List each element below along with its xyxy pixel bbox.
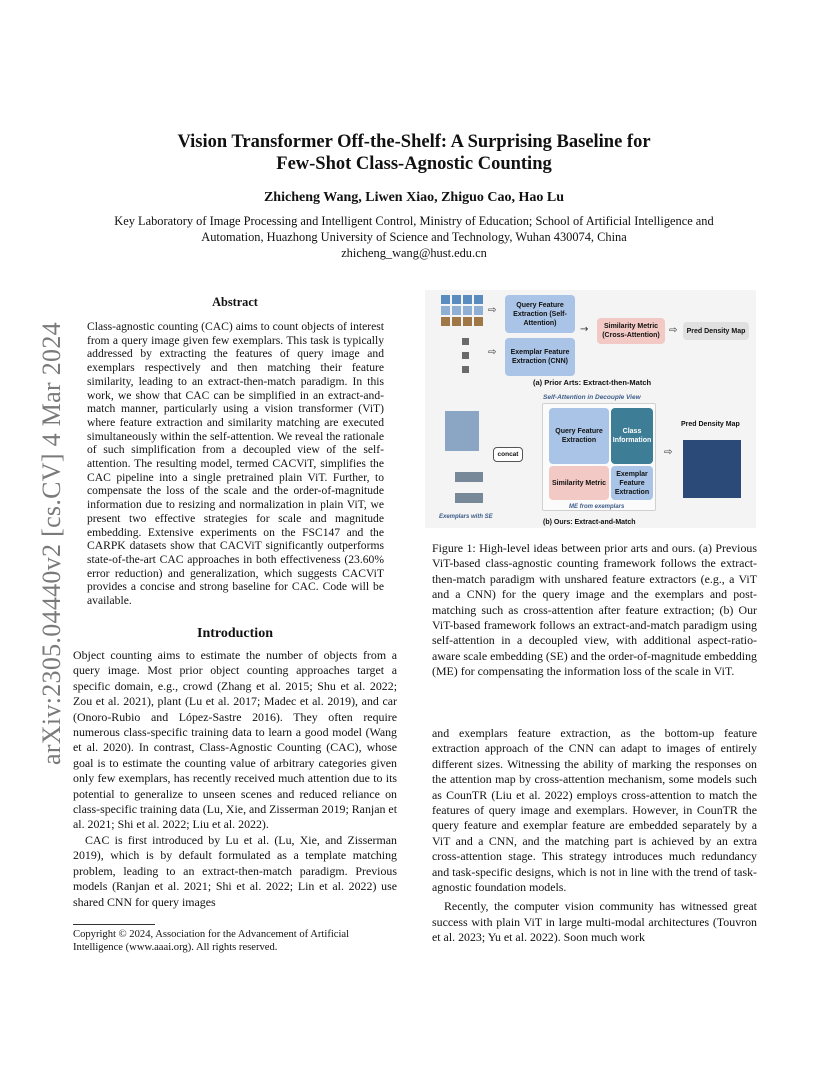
arxiv-sidebar — [20, 290, 66, 770]
title-line-2: Few-Shot Class-Agnostic Counting — [276, 154, 552, 174]
email: zhicheng_wang@hust.edu.cn — [341, 246, 487, 260]
affiliation — [60, 213, 768, 261]
affiliation-line-1: Key Laboratory of Image Processing and Intelligent Control, Ministry of Education; School of Artificial Intelligence and — [114, 214, 714, 228]
intro-body — [73, 648, 397, 910]
similarity-metric-box-b: Similarity Metric — [549, 466, 609, 500]
abstract-heading: Abstract — [212, 295, 258, 309]
title-line-1: Vision Transformer Off-the-Shelf: A Surprising Baseline for — [177, 132, 651, 152]
exemplar-patch — [462, 352, 469, 359]
query-patch-tile — [463, 295, 472, 304]
right-paragraph-2: Recently, the computer vision community has witnessed great success with plain ViT in large multi-modal architectures (Touvron et al. 2023; Yu et al. 2022). Soon much work — [432, 899, 757, 945]
query-patch-tile — [452, 317, 461, 326]
arrow-right-icon: ⇨ — [488, 347, 497, 358]
query-patch-tile — [474, 306, 483, 315]
exemplar-feature-extraction-box: Exemplar Feature Extraction — [611, 466, 653, 500]
figure-1 — [425, 290, 756, 528]
query-feature-extraction-box: Query Feature Extraction — [549, 408, 609, 464]
query-patch-tile — [441, 317, 450, 326]
exemplar-patch — [462, 338, 469, 345]
arxiv-id: arXiv:2305.04440v2 [cs.CV] 4 Mar 2024 — [37, 322, 66, 765]
arrow-right-icon: → — [580, 324, 589, 335]
query-patch-tile — [474, 295, 483, 304]
pred-density-box-a: Pred Density Map — [683, 322, 749, 340]
abstract-text: Class-agnostic counting (CAC) aims to count objects of interest from a query image given few exemplars. This task is typically addressed by extracting the features of query image and exemplars respectively and then matching their feature similarity, leading to an extract-then-match paradigm. In this work, we show that CAC can be simplified in an extract-and-match manner, particularly using a vision transformer (ViT) where feature extraction and similarity matching are executed simultaneously within the self-attention. We reveal the rationale of such simplification from a decoupled view of the self-attention. The resulting model, termed CACViT, simplifies the CAC pipeline into a single pretrained plain ViT. Further, to compensate the loss of the scale and the order-of-magnitude information due to resizing and normalization in plain ViT, we present two effective strategies for scale and magnitude embedding. Extensive experiments on the FSC147 and the CARPK datasets show that CACViT significantly outperforms state-of-the-art CAC approaches in both effectiveness (23.60% error reduction) and generalization, which suggests CACViT provides a concise and strong baseline for CAC. Code will be available. — [87, 320, 384, 608]
exemplar-strip — [455, 472, 483, 482]
caption-b: (b) Ours: Extract-and-Match — [543, 519, 636, 526]
affiliation-line-2: Automation, Huazhong University of Science and Technology, Wuhan 430074, China — [201, 230, 627, 244]
query-patch-tile — [463, 317, 472, 326]
arrow-right-icon: ⇨ — [664, 447, 673, 458]
intro-paragraph-2: CAC is first introduced by Lu et al. (Lu, Xie, and Zisserman 2019), which is by default formulated as a template matching problem, leading to an extract-then-match paradigm. Previous models (Ranjan et al. 2021; Shi et al. 2022; Lin et al. 2022) use shared CNN for query images — [73, 832, 397, 909]
similarity-metric-box: Similarity Metric (Cross-Attention) — [597, 318, 665, 344]
me-label: ME from exemplars — [569, 504, 625, 510]
pred-density-label-b: Pred Density Map — [681, 421, 740, 428]
intro-paragraph-1: Object counting aims to estimate the number of objects from a query image. Most prior object counting approaches target a specific domain, e.g., crowd (Zhang et al. 2015; Shu et al. 2022; Zou et al. 2021), plant (Lu et al. 2017; Madec et al. 2019), and car (Onoro-Rubio and López-Sastre 2016). They often require numerous class-specific training data to learn a good model (Wang et al. 2020). In contrast, Class-Agnostic Counting (CAC), whose goal is to estimate the counting value of arbitrary categories given only few exemplars, has recently received much attention due to its potential to generalize to unseen scenes and reduced reliance on class-specific training data (Lu, Xie, and Zisserman 2019; Ranjan et al. 2021; Shi et al. 2022; Liu et al. 2022). — [73, 648, 397, 832]
query-patch-tile — [452, 306, 461, 315]
exemplar-patch — [462, 366, 469, 373]
exemplar-strip — [455, 493, 483, 503]
query-image-grid — [445, 411, 479, 451]
paper-title — [0, 131, 828, 175]
right-paragraph-1: and exemplars feature extraction, as the bottom-up feature extraction approach of the CNN can adapt to images of entirely different sizes. Witnessing the ability of marking the responses on the attention map by cross-attention mechanism, some models such as CounTR (Liu et al. 2022) employs cross-attention to match the features of query image and exemplars. However, in CounTR the query feature and exemplar feature are embedded separately by a ViT and a CNN, and the matching part is achieved by an extra cross-attention stage. This strategy introduces much redundancy and task-specific designs, which is not in line with the trend of task-agnostic foundation models. — [432, 726, 757, 895]
intro-heading: Introduction — [197, 626, 273, 641]
right-column-body — [432, 726, 757, 946]
exemplar-feature-box: Exemplar Feature Extraction (CNN) — [505, 338, 575, 376]
query-feature-box: Query Feature Extraction (Self-Attention) — [505, 295, 575, 333]
authors: Zhicheng Wang, Liwen Xiao, Zhiguo Cao, Hao Lu — [263, 190, 565, 205]
concat-box: concat — [493, 447, 523, 462]
figure-caption: Figure 1: High-level ideas between prior arts and ours. (a) Previous ViT-based class-agnostic counting framework follows the extract-then-match paradigm with unshared feature extractors (e.g., a ViT and a CNN) for the query image and the exemplars and post-matching such as cross-attention after feature extraction; (b) Our ViT-based framework follows an extract-and-match paradigm using self-attention in a decoupled view, with additional aspect-ratio-aware scale embedding (SE) and the order-of-magnitude embedding (ME) for compensating the information loss of the scale in ViT. — [432, 541, 757, 679]
arrow-right-icon: ⇨ — [669, 325, 678, 336]
class-information-box: Class Information — [611, 408, 653, 464]
query-patch-tile — [463, 306, 472, 315]
query-patch-tile — [441, 295, 450, 304]
query-patch-tile — [474, 317, 483, 326]
query-patch-tile — [452, 295, 461, 304]
caption-a: (a) Prior Arts: Extract-then-Match — [533, 378, 652, 387]
query-patch-tile — [441, 306, 450, 315]
arrow-right-icon: ⇨ — [488, 305, 497, 316]
density-map-image — [683, 440, 741, 498]
copyright-footnote: Copyright © 2024, Association for the Advancement of Artificial Intelligence (www.aaai.org). All rights reserved. — [73, 929, 350, 953]
se-label: Exemplars with SE — [439, 514, 493, 520]
footnote-rule — [73, 924, 155, 925]
self-attention-title: Self-Attention in Decouple View — [543, 394, 641, 401]
